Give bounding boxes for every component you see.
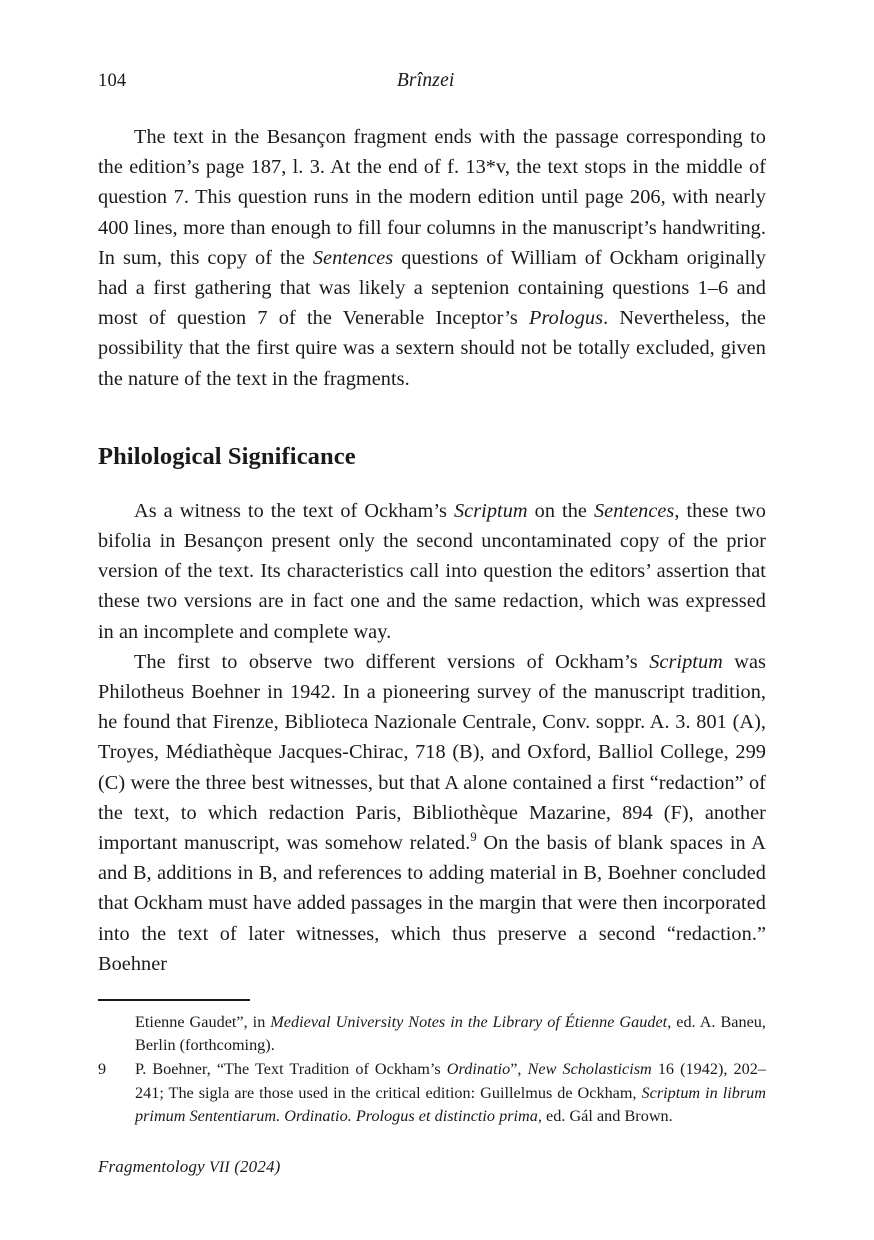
italic-run: Medieval University Notes in the Library of Étienne Gaudet [270, 1013, 668, 1031]
running-foot [98, 1157, 280, 1177]
footnote-block [98, 999, 766, 1129]
footnote-separator-rule [98, 999, 250, 1001]
text-run: P. Boehner, “The Text Tradition of Ockham’s [135, 1060, 447, 1079]
text-column [98, 122, 766, 979]
text-run: Etienne Gaudet”, in [135, 1013, 271, 1031]
text-run: The text in the Besançon fragment ends with the passage corresponding to the edition’s page 187, l. 3. At the end of f. 13*v, the text stops in the middle of question 7. This question runs in the modern edition until page 206, with nearly 400 lines, more than enough to fill four columns in the manuscript’s handwriting. In sum, this copy of the [98, 126, 766, 269]
text-run: , ed. A. Baneu, Berlin (forthcoming). [135, 1013, 766, 1055]
running-head [98, 70, 765, 96]
footnote-continuation [98, 1011, 766, 1057]
spacer-after-heading [98, 472, 766, 496]
text-run: was Philotheus Boehner in 1942. In a pioneering survey of the manuscript tradition, he found that Firenze, Biblioteca Nazionale Centrale, Conv. soppr. A. 3. 801 (A), Troyes, Médiathèque Jacques-Chirac, 718 (B), and Oxford, Balliol College, 299 (C) were the three best witnesses, but that A alone contained a first “redaction” of the text, to which redaction Paris, Bibliothèque Mazarine, 894 (F), another important manuscript, was somehow related. [98, 650, 767, 855]
journal-year: (2024) [234, 1157, 281, 1176]
text-run: , ed. Gál and Brown. [537, 1106, 673, 1125]
text-run: The first to observe two different versions of Ockham’s [134, 650, 650, 673]
footnote-9-text [135, 1060, 766, 1124]
italic-run: Scriptum [649, 650, 723, 673]
text-run: On the basis of blank spaces in A and B, additions in B, and references to adding material in B, Boehner concluded that Ockham must have added passages in the margin that were then incorporated into the text of later witnesses, which thus preserve a second “redaction.” Boehner [98, 832, 766, 975]
text-run: ”, [510, 1060, 528, 1079]
running-head-title: Brînzei [396, 70, 455, 91]
text-run: 16 (1942), 202–241; The sigla are those used in the critical edition: Guillelmus de Ockham, [135, 1060, 766, 1102]
text-run: . Nevertheless, the possibility that the first quire was a sextern should not be totally excluded, given the nature of the text in the fragments. [98, 307, 766, 390]
footnote-9 [98, 1058, 766, 1128]
italic-run: Scriptum in librum primum Sententiarum. Ordinatio. Prologus et distinctio prima [135, 1083, 766, 1125]
italic-run: Ordinatio [446, 1060, 511, 1079]
section-heading: Philological Significance [98, 442, 356, 470]
footnote-reference[interactable]: 9 [470, 830, 477, 845]
italic-run: Prologus [529, 307, 604, 330]
journal-name: Fragmentology [98, 1157, 205, 1176]
footnote-continuation-text [135, 1013, 766, 1054]
page-number: 104 [98, 71, 127, 91]
paragraph-2 [98, 496, 766, 647]
text-run: As a witness to the text of Ockham’s [134, 499, 454, 522]
text-run: questions of William of Ockham originally had a first gathering that was likely a septenion containing questions 1–6 and most of question 7 of the Venerable Inceptor’s [98, 246, 766, 330]
paragraph-3 [98, 647, 766, 979]
italic-run: Sentences [593, 499, 675, 522]
text-run: , these two bifolia in Besançon present only the second uncontaminated copy of the prior version of the text. Its characteristics call into question the editors’ assertion that these two versions are in fact one and the same redaction, which was expressed in an incomplete and complete way. [98, 499, 767, 643]
spacer-before-heading [98, 394, 766, 442]
italic-run: New Scholasticism [527, 1060, 652, 1079]
paragraph-1 [98, 122, 766, 394]
journal-volume: VII [209, 1159, 230, 1176]
italic-run: Sentences [312, 246, 394, 269]
footnote-9-number: 9 [98, 1060, 107, 1079]
text-run: on the [527, 499, 594, 522]
italic-run: Scriptum [453, 499, 528, 522]
